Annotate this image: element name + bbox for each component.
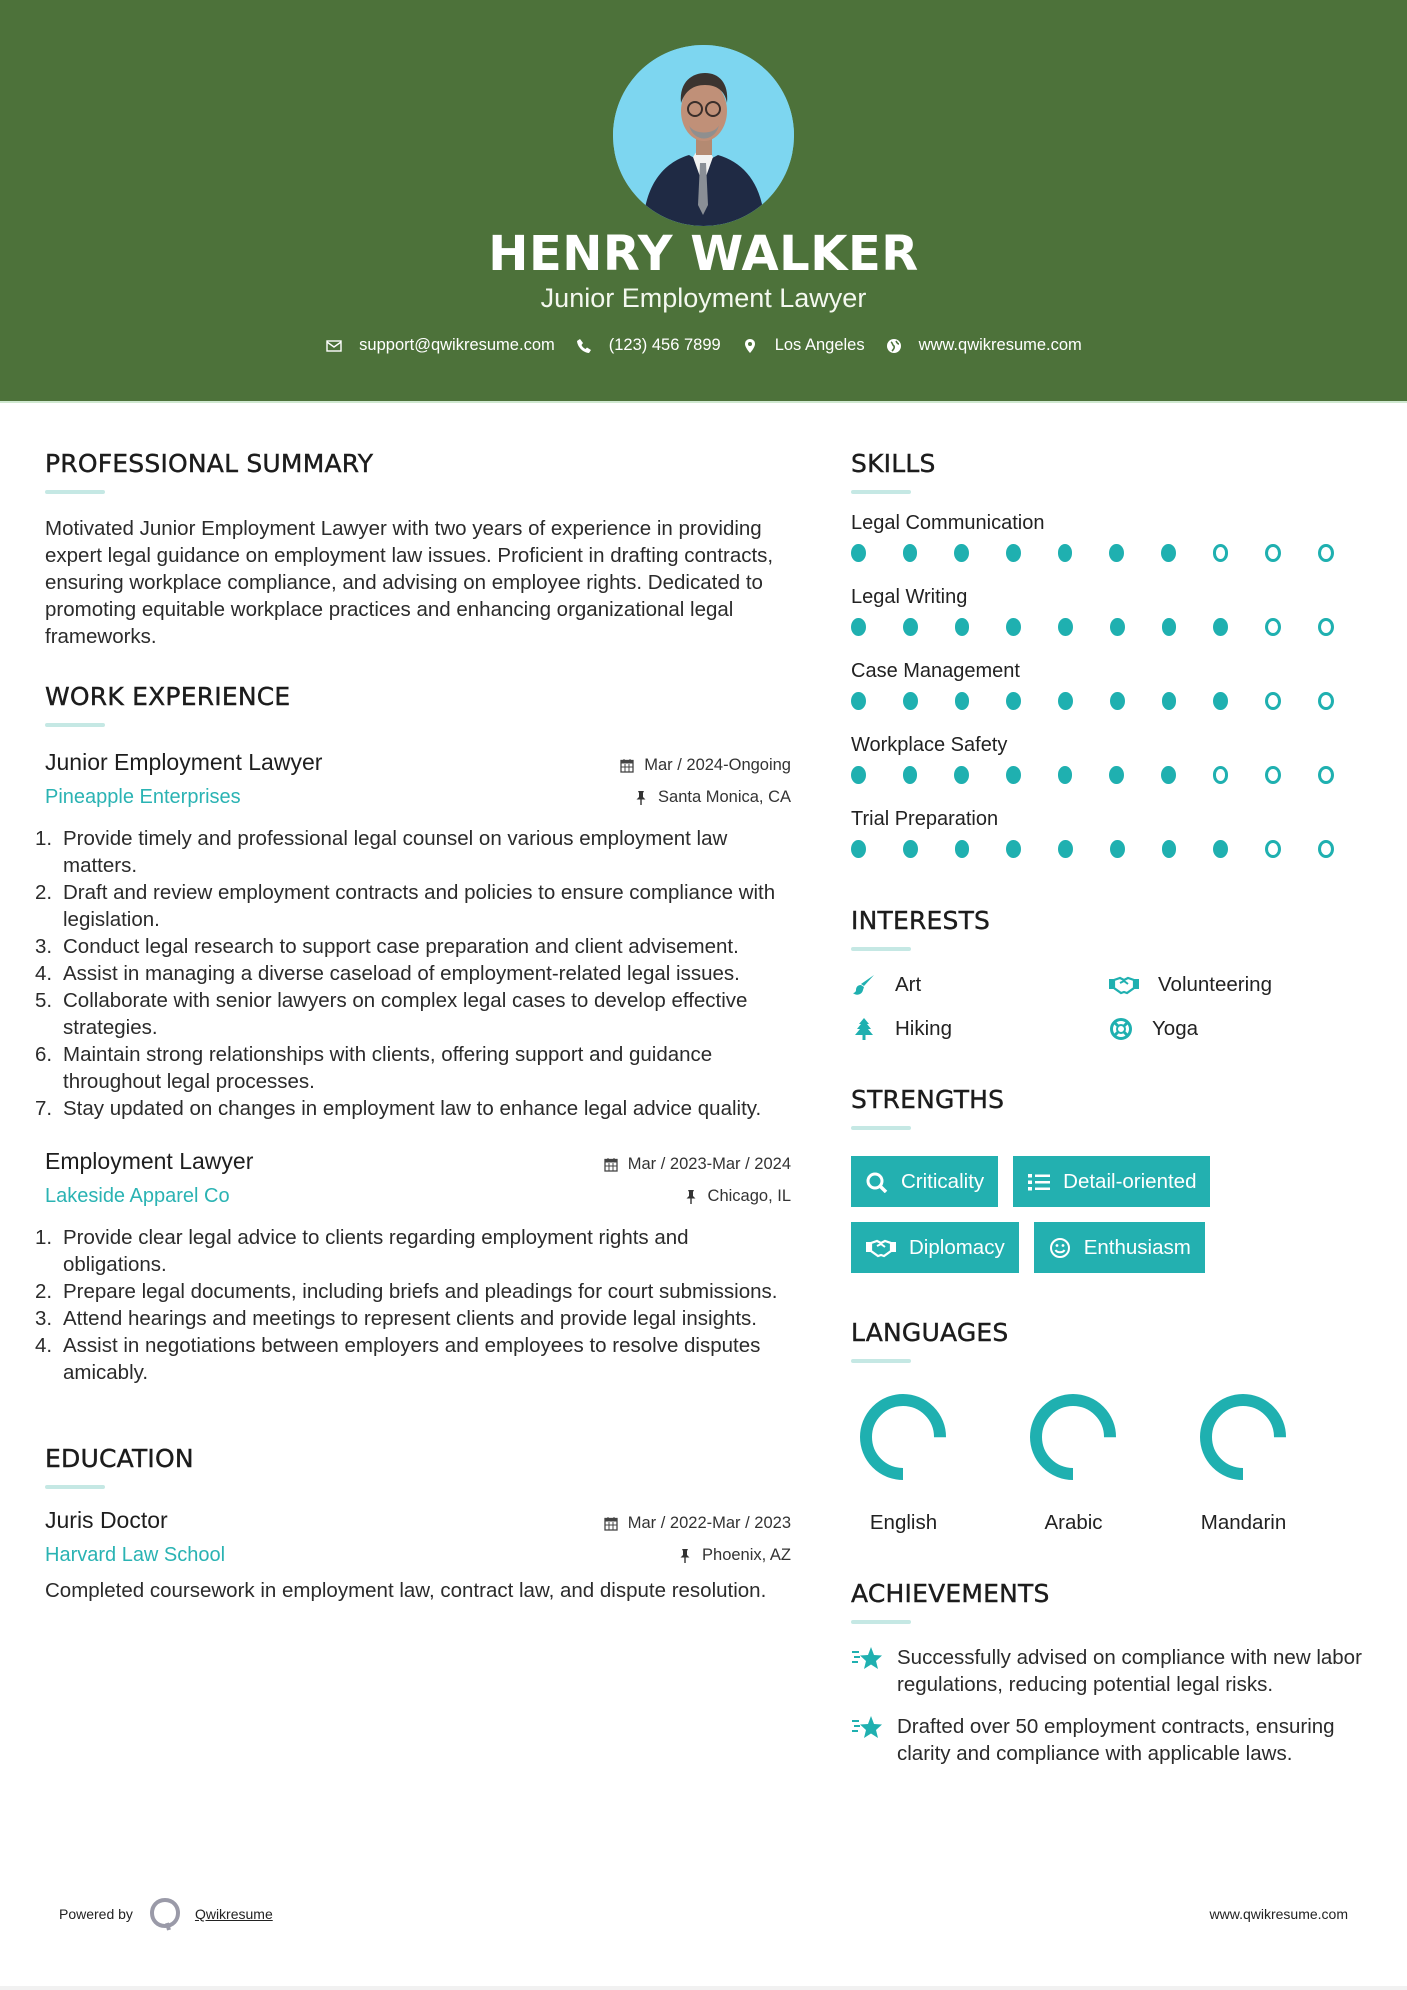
heading-underline	[851, 1126, 911, 1130]
calendar-icon	[620, 758, 634, 773]
rating-dot-filled	[851, 692, 866, 710]
skill-row	[851, 586, 1371, 660]
skill-name: Trial Preparation	[851, 808, 999, 830]
summary-text: Motivated Junior Employment Lawyer with two years of experience in providing expert legal guidance on employment law issues. Proficient in drafting contracts, ensuring workplace compliance, and advising on employee rights. Dedicated to promoting equitable workplace practices and enhancing organizational legal frameworks.	[45, 517, 774, 648]
contact-bar	[0, 336, 1407, 355]
skill-row	[851, 512, 1371, 586]
rating-dot-filled	[903, 618, 918, 636]
skill-name: Legal Communication	[851, 512, 1045, 534]
rating-dot-filled	[1058, 766, 1073, 784]
summary-section	[45, 449, 791, 650]
language-item	[851, 1391, 1021, 1535]
rating-dot-filled	[955, 692, 970, 710]
pushpin-icon	[634, 790, 648, 805]
languages-list	[851, 1391, 1371, 1535]
rating-dot-filled	[1213, 618, 1228, 636]
skill-rating	[851, 687, 1371, 734]
pushpin-icon	[678, 1548, 692, 1563]
education-date: Mar / 2022-Mar / 2023	[604, 1514, 791, 1533]
envelope-icon	[325, 337, 343, 355]
rating-dot-filled	[955, 618, 970, 636]
candidate-name: HENRY WALKER	[488, 226, 919, 282]
search-icon	[865, 1171, 889, 1193]
avatar	[613, 45, 794, 226]
language-progress-ring	[1027, 1391, 1119, 1483]
experience-section	[35, 682, 791, 1386]
contact-location	[741, 336, 865, 355]
heading-underline	[45, 490, 105, 494]
rating-dot-filled	[1058, 840, 1073, 858]
section-heading: INTERESTS	[851, 906, 991, 935]
rating-dot-empty	[1213, 544, 1229, 562]
rating-dot-filled	[1109, 766, 1124, 784]
rating-dot-filled	[954, 766, 969, 784]
bullet-item: 3. Attend hearings and meetings to represent clients and provide legal insights.	[35, 1307, 758, 1330]
phone-icon	[575, 337, 593, 355]
rating-dot-filled	[903, 692, 918, 710]
bullet-item: 7. Stay updated on changes in employment law to enhance legal advice quality.	[35, 1097, 762, 1120]
rating-dot-filled	[1110, 618, 1125, 636]
rating-dot-filled	[1006, 544, 1021, 562]
school: Harvard Law School	[45, 1544, 226, 1566]
languages-section	[851, 1318, 1371, 1535]
rating-dot-filled	[1006, 840, 1021, 858]
interest-item: Volunteering	[1108, 973, 1358, 997]
interest-item: Hiking	[851, 1017, 1108, 1041]
job-entry	[35, 1148, 791, 1386]
rating-dot-empty	[1213, 766, 1229, 784]
qwikresume-logo-icon	[149, 1897, 181, 1931]
rating-dot-filled	[903, 840, 918, 858]
language-name: English	[869, 1511, 938, 1534]
calendar-icon	[604, 1157, 618, 1172]
strengths-section	[851, 1085, 1371, 1288]
contact-email[interactable]	[325, 336, 555, 355]
rating-dot-empty	[1318, 618, 1334, 636]
job-company: Pineapple Enterprises	[45, 786, 241, 808]
bullet-item: 2. Draft and review employment contracts and policies to ensure compliance with legislation.	[35, 881, 776, 931]
profile-photo	[613, 45, 794, 226]
life-ring-icon	[1108, 1017, 1134, 1041]
rating-dot-empty	[1265, 766, 1281, 784]
rating-dot-filled	[903, 766, 918, 784]
skill-rating	[851, 835, 1371, 882]
rating-dot-filled	[1006, 766, 1021, 784]
heading-underline	[851, 490, 911, 494]
job-title: Junior Employment Lawyer	[45, 749, 323, 775]
rating-dot-filled	[1058, 692, 1073, 710]
contact-email-text: support@qwikresume.com	[359, 336, 555, 354]
bullet-item: 3. Conduct legal research to support case preparation and client advisement.	[35, 935, 739, 958]
education-location: Phoenix, AZ	[678, 1546, 791, 1565]
strength-badge: Diplomacy	[851, 1222, 1019, 1273]
language-item	[1191, 1391, 1361, 1535]
strength-badge: Criticality	[851, 1156, 998, 1207]
achievement-item: Successfully advised on compliance with new labor regulations, reducing potential legal risks.	[851, 1644, 1371, 1698]
heading-underline	[851, 1620, 911, 1624]
rating-dot-filled	[1161, 544, 1176, 562]
rating-dot-filled	[954, 544, 969, 562]
rating-dot-filled	[1058, 618, 1073, 636]
section-heading: SKILLS	[851, 449, 936, 478]
handshake-icon	[1108, 973, 1140, 997]
strength-badge: Enthusiasm	[1034, 1222, 1205, 1273]
section-heading: ACHIEVEMENTS	[851, 1579, 1050, 1608]
right-column	[851, 440, 1371, 1767]
heading-underline	[851, 947, 911, 951]
achievements-section	[851, 1579, 1371, 1767]
language-progress-ring	[1197, 1391, 1289, 1483]
rating-dot-filled	[955, 840, 970, 858]
rating-dot-filled	[1058, 544, 1073, 562]
section-heading: EDUCATION	[45, 1444, 194, 1473]
list-icon	[1027, 1171, 1051, 1193]
globe-icon	[885, 337, 903, 355]
rating-dot-empty	[1318, 544, 1334, 562]
skill-row	[851, 808, 1371, 882]
rating-dot-filled	[851, 544, 866, 562]
rating-dot-filled	[1110, 692, 1125, 710]
job-entry	[35, 749, 791, 1122]
job-location: Chicago, IL	[684, 1187, 791, 1206]
skills-section	[851, 449, 1371, 882]
page-bottom-border	[0, 1986, 1407, 1990]
bullet-item: 2. Prepare legal documents, including briefs and pleadings for court submissions.	[35, 1280, 778, 1303]
bullet-item: 4. Assist in negotiations between employers and employees to resolve disputes amicably.	[35, 1334, 761, 1384]
rating-dot-empty	[1265, 840, 1281, 858]
job-title: Employment Lawyer	[45, 1148, 254, 1174]
skill-rating	[851, 613, 1371, 660]
rating-dot-filled	[851, 618, 866, 636]
candidate-title: Junior Employment Lawyer	[540, 283, 867, 313]
rating-dot-filled	[1006, 618, 1021, 636]
contact-location-text: Los Angeles	[774, 336, 865, 354]
footer-website-link[interactable]: www.qwikresume.com	[1209, 1906, 1348, 1922]
job-date: Mar / 2023-Mar / 2024	[604, 1155, 791, 1174]
strength-badge: Detail-oriented	[1013, 1156, 1210, 1207]
handshake-icon	[865, 1237, 897, 1259]
calendar-icon	[604, 1516, 618, 1531]
rating-dot-filled	[1161, 766, 1176, 784]
education-description: Completed coursework in employment law, contract law, and dispute resolution.	[45, 1579, 767, 1602]
paintbrush-icon	[851, 973, 877, 997]
section-heading: LANGUAGES	[851, 1318, 1009, 1347]
heading-underline	[851, 1359, 911, 1363]
achievement-item: Drafted over 50 employment contracts, ensuring clarity and compliance with applicable laws.	[851, 1713, 1371, 1767]
map-pin-icon	[741, 337, 759, 355]
skill-rating	[851, 539, 1371, 586]
rating-dot-filled	[1213, 692, 1228, 710]
left-column	[35, 440, 791, 1604]
rating-dot-filled	[1109, 544, 1124, 562]
rating-dot-empty	[1265, 544, 1281, 562]
heading-underline	[45, 723, 105, 727]
section-heading: PROFESSIONAL SUMMARY	[45, 449, 374, 478]
tree-icon	[851, 1017, 877, 1041]
skill-rating	[851, 761, 1371, 808]
contact-website[interactable]	[885, 336, 1082, 355]
language-progress-ring	[857, 1391, 949, 1483]
interests-grid	[851, 973, 1371, 1041]
footer-powered-by: Powered by Qwikresume	[59, 1897, 273, 1931]
interest-item: Art	[851, 973, 1108, 997]
star-icon	[851, 1644, 885, 1674]
rating-dot-filled	[851, 766, 866, 784]
rating-dot-empty	[1318, 766, 1334, 784]
education-section	[45, 1444, 791, 1604]
rating-dot-filled	[1162, 840, 1177, 858]
rating-dot-filled	[851, 840, 866, 858]
interests-section	[851, 906, 1371, 1041]
qwikresume-link[interactable]: Qwikresume	[194, 1906, 273, 1922]
bullet-item: 6. Maintain strong relationships with clients, offering support and guidance throughout legal processes.	[35, 1043, 713, 1093]
job-company: Lakeside Apparel Co	[45, 1185, 230, 1207]
contact-phone-text: (123) 456 7899	[608, 336, 721, 354]
strengths-list	[851, 1156, 1371, 1288]
rating-dot-empty	[1265, 692, 1281, 710]
language-name: Mandarin	[1200, 1511, 1287, 1534]
star-icon	[851, 1713, 885, 1743]
language-item	[1021, 1391, 1191, 1535]
contact-website-text: www.qwikresume.com	[918, 336, 1082, 354]
skill-name: Case Management	[851, 660, 1020, 682]
contact-phone[interactable]	[575, 336, 721, 355]
job-bullets	[35, 1224, 791, 1386]
rating-dot-filled	[1162, 692, 1177, 710]
language-name: Arabic	[1044, 1511, 1103, 1534]
degree: Juris Doctor	[45, 1507, 168, 1533]
pushpin-icon	[684, 1189, 698, 1204]
rating-dot-filled	[903, 544, 918, 562]
rating-dot-filled	[1110, 840, 1125, 858]
rating-dot-filled	[1213, 840, 1228, 858]
skills-list	[851, 512, 1371, 882]
skill-row	[851, 660, 1371, 734]
education-entry	[45, 1507, 791, 1604]
skill-row	[851, 734, 1371, 808]
job-location: Santa Monica, CA	[634, 788, 791, 807]
rating-dot-empty	[1318, 692, 1334, 710]
interest-item: Yoga	[1108, 1017, 1358, 1041]
skill-name: Legal Writing	[851, 586, 968, 608]
heading-underline	[45, 1485, 105, 1489]
job-date: Mar / 2024-Ongoing	[620, 756, 791, 775]
rating-dot-empty	[1318, 840, 1334, 858]
bullet-item: 1. Provide clear legal advice to clients regarding employment rights and obligations.	[35, 1226, 689, 1276]
rating-dot-empty	[1265, 618, 1281, 636]
resume-header	[0, 0, 1407, 403]
bullet-item: 4. Assist in managing a diverse caseload of employment-related legal issues.	[35, 962, 740, 985]
bullet-item: 5. Collaborate with senior lawyers on complex legal cases to develop effective strategies.	[35, 989, 748, 1039]
bullet-item: 1. Provide timely and professional legal counsel on various employment law matters.	[35, 827, 728, 877]
smile-icon	[1048, 1237, 1072, 1259]
skill-name: Workplace Safety	[851, 734, 1008, 756]
rating-dot-filled	[1006, 692, 1021, 710]
section-heading: WORK EXPERIENCE	[45, 682, 291, 711]
job-bullets	[35, 825, 791, 1122]
rating-dot-filled	[1162, 618, 1177, 636]
section-heading: STRENGTHS	[851, 1085, 1005, 1114]
